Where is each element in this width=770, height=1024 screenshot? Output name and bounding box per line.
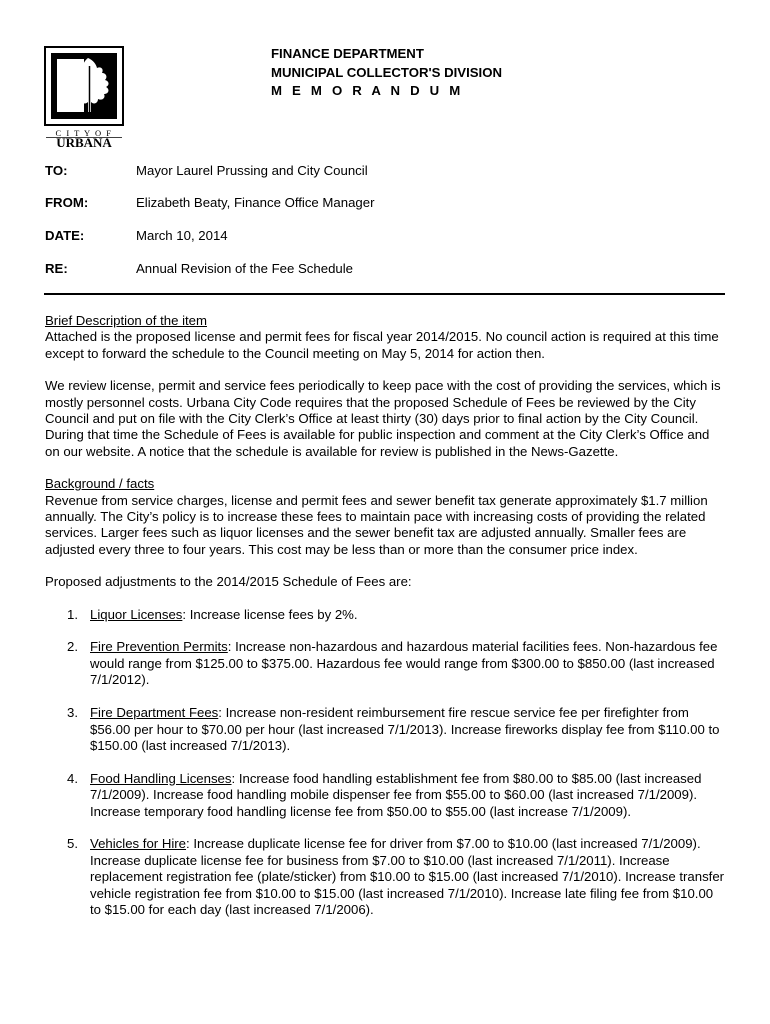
list-item-title: Food Handling Licenses	[90, 770, 232, 786]
background-section	[45, 476, 726, 558]
header-division: MUNICIPAL COLLECTOR'S DIVISION	[271, 64, 502, 80]
list-item-title: Fire Prevention Permits	[90, 639, 228, 655]
logo-city-name: URBANA	[56, 135, 112, 148]
review-paragraph: We review license, permit and service fees periodically to keep pace with the cost of providing the services, which is mostly personnel costs. Urbana City Code requires that the proposed Schedule of Fees be reviewed by the City Council and put on file with the City Clerk’s Office at least thirty (30) days prior to final action by the City Council. During that time the Schedule of Fees is available for public inspection and comment at the City Clerk’s Office and on our website. A notice that the schedule is available for review is published in the News-Gazette.	[45, 378, 721, 459]
list-item-number: 4.	[67, 770, 78, 786]
list-item	[45, 607, 726, 623]
re-value: Annual Revision of the Fee Schedule	[136, 261, 354, 276]
list-item-text: : Increase duplicate license fee for driver from $7.00 to $10.00 (last increased 7/1/2009). Increase duplicate license fee for business from $7.00 to $10.00 (last increased 7/1/2011). Increase replacement registration fee (plate/sticker) from $10.00 to $15.00 (last increased 7/1/2010). Increase transfer vehicle registration fee from $10.00 to $15.00 (last increased 7/1/2010). Increase late filing fee from $10.00 to $15.00 for each day (last increased 7/1/2006).	[90, 836, 725, 917]
city-of-urbana-logo	[44, 46, 124, 148]
proposed-intro: Proposed adjustments to the 2014/2015 Schedule of Fees are:	[45, 574, 412, 590]
background-text: Revenue from service charges, license and permit fees and sewer benefit tax generate approximately $1.7 million annually. The City’s policy is to increase these fees to maintain pace with increasing costs of providing the related services. Larger fees such as liquor licenses and the sewer benefit tax are adjusted annually. Smaller fees are adjusted every three to four years. This cost may be less than or more than the consumer price index.	[45, 492, 708, 557]
header-department: FINANCE DEPARTMENT	[271, 46, 424, 61]
memo-body	[45, 313, 726, 935]
adjustments-list	[45, 607, 726, 919]
list-item-number: 3.	[67, 705, 78, 721]
brief-text: Attached is the proposed license and permit fees for fiscal year 2014/2015. No council action is required at this time except to forward the schedule to the Council meeting on May 5, 2014 for action then.	[45, 329, 719, 361]
list-item-title: Fire Department Fees	[90, 705, 219, 721]
to-value: Mayor Laurel Prussing and City Council	[136, 163, 368, 178]
memo-date-row	[45, 228, 725, 246]
from-label: FROM:	[45, 195, 89, 210]
list-item-number: 5.	[67, 836, 78, 852]
memo-from-row	[45, 195, 725, 213]
memo-re-row	[45, 261, 725, 279]
from-value: Elizabeth Beaty, Finance Office Manager	[136, 195, 375, 210]
date-value: March 10, 2014	[136, 228, 228, 243]
list-item-number: 2.	[67, 639, 78, 655]
list-item	[45, 771, 726, 820]
re-label: RE:	[45, 261, 68, 276]
header-memorandum: M E M O R A N D U M	[271, 83, 464, 98]
date-label: DATE:	[45, 228, 85, 243]
memo-header	[271, 45, 502, 101]
logo-city-of: C I T Y O F	[55, 128, 113, 138]
list-item-text: : Increase license fees by 2%.	[182, 606, 358, 622]
list-item	[45, 639, 726, 688]
list-item-text: : Increase non-resident reimbursement fire rescue service fee per firefighter from $56.00 per hour to $70.00 per hour (last increased 7/1/2013). Increase fireworks display fee from $110.00 to $150.00 (last increased 7/1/2013).	[90, 705, 720, 753]
list-item	[45, 836, 726, 918]
to-label: TO:	[45, 163, 68, 178]
list-item-title: Vehicles for Hire	[90, 836, 187, 852]
list-item-text: : Increase non-hazardous and hazardous material facilities fees. Non-hazardous fee would range from $125.00 to $375.00. Hazardous fee would range from $300.00 to $850.00 (last increased 7/1/2012).	[90, 639, 718, 688]
list-item-text: : Increase food handling establishment fee from $80.00 to $85.00 (last increased 7/1/2009). Increase food handling mobile dispenser fee from $55.00 to $60.00 (last increased 7/1/2009). Increase temporary food handling license fee from $50.00 to $55.00 (last increase 7/1/2009).	[90, 770, 702, 819]
list-item-title: Liquor Licenses	[90, 606, 183, 622]
svg-text:URBANA	[56, 135, 112, 148]
list-item-number: 1.	[67, 606, 78, 622]
brief-section	[45, 313, 726, 362]
background-title: Background / facts	[45, 476, 155, 492]
memo-to-row	[45, 163, 725, 181]
list-item	[45, 705, 726, 754]
brief-title: Brief Description of the item	[45, 313, 207, 328]
header-divider	[44, 293, 725, 295]
